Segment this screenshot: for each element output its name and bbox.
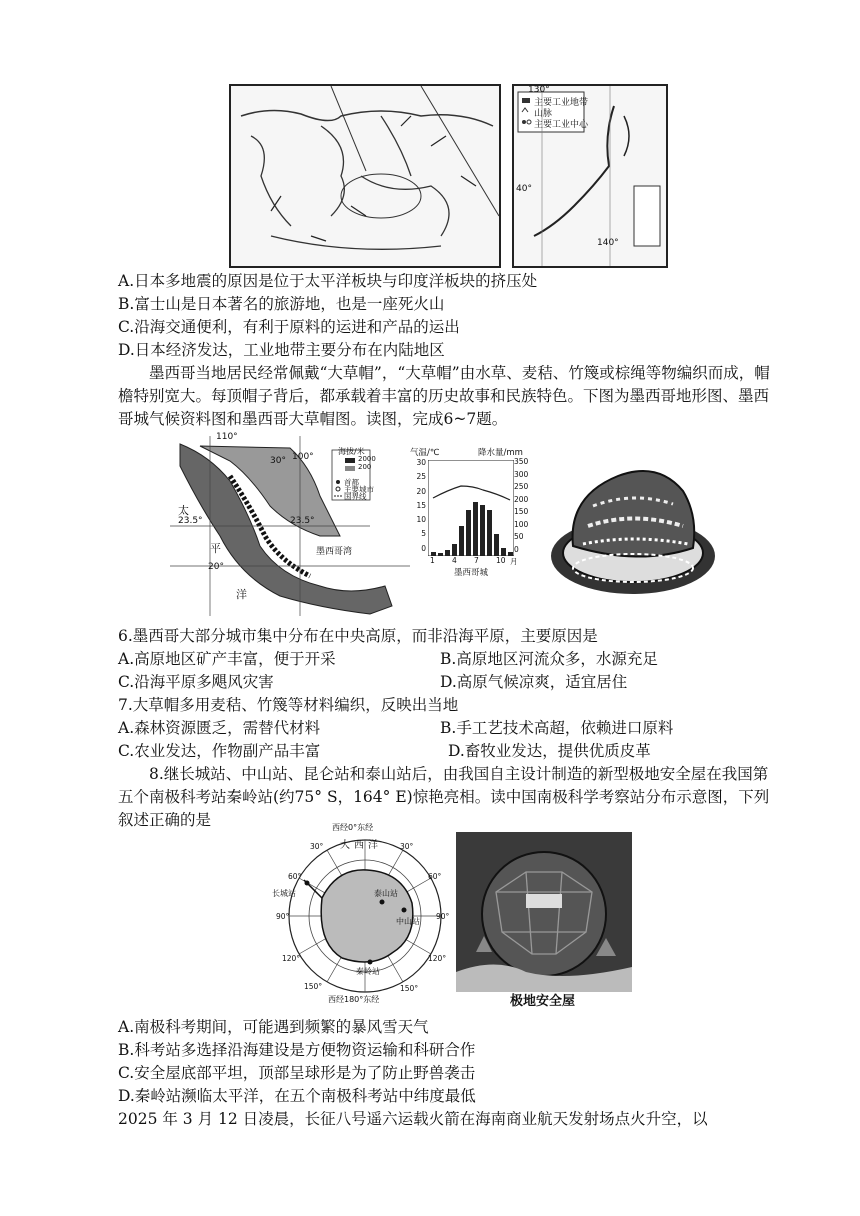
station-taishan: 泰山站 <box>374 889 398 898</box>
climate-precip-tick: 150 <box>514 507 529 516</box>
q7-option-a: A.森林资源匮乏，需替代材料 <box>118 719 321 737</box>
climate-precip-tick: 250 <box>514 482 529 491</box>
climate-month-tick: 4 <box>452 556 457 565</box>
antarctic-deg-30w: 30° <box>310 842 324 851</box>
japan-legend-industrial-belt: 主要工业地带 <box>534 98 589 108</box>
mexico-legend-cities: 主要城市 <box>344 485 374 494</box>
q6-option-b: B.高原地区河流众多，水源充足 <box>440 650 658 668</box>
q8-option-c: C.安全屋底部平坦，顶部呈球形是为了防止野兽袭击 <box>118 1064 476 1082</box>
mexico-legend-border: 国界线 <box>344 492 367 501</box>
q5-option-a: A.日本多地震的原因是位于太平洋板块与印度洋板块的挤压处 <box>118 272 538 290</box>
q8-option-b: B.科考站多选择沿海建设是方便物资运输和科研合作 <box>118 1041 476 1059</box>
japan-legend-mountain: 山脉 <box>534 109 553 119</box>
antarctic-deg-60w: 60° <box>288 872 302 881</box>
climate-precip-tick: 350 <box>514 457 529 466</box>
station-qinling: 秦岭站 <box>356 967 380 976</box>
antarctic-top-meridian: 西经0°东经 <box>332 823 374 832</box>
antarctic-deg-150w: 150° <box>304 982 323 991</box>
antarctic-deg-120e: 120° <box>428 954 447 963</box>
antarctic-station-map <box>272 823 450 1004</box>
mexico-lon-100: 100° <box>292 452 314 462</box>
japan-lon-140: 140° <box>597 238 619 248</box>
climate-temp-tick: 15 <box>416 500 426 510</box>
q5-option-b: B.富士山是日本著名的旅游地，也是一座死火山 <box>118 295 445 313</box>
q7-option-b: B.手工艺技术高超，依赖进口原料 <box>440 719 674 737</box>
q8-stem: 8.继长城站、中山站、昆仑站和泰山站后，由我国自主设计制造的新型极地安全屋在我国第五个南极科考站秦岭站(约75° S，164° E)惊艳亮相。读中国南极科学考察站分布示意图，下列叙述正确的是 <box>118 765 770 829</box>
climate-temp-ticks <box>410 456 426 556</box>
climate-month-tick: 7 <box>474 556 479 565</box>
japan-lat-40: 40° <box>516 184 532 194</box>
q6-option-a: A.高原地区矿产丰富，便于开采 <box>118 650 336 668</box>
mexico-city-climate-chart <box>410 446 530 576</box>
climate-precip-tick: 0 <box>514 544 519 554</box>
rocket-launch-paragraph: 2025 年 3 月 12 日凌晨，长征八号遥六运载火箭在海南商业航天发射场点火升空，以 <box>118 1110 708 1128</box>
antarctic-deg-150e: 150° <box>400 984 419 993</box>
climate-temp-tick: 30 <box>416 458 426 467</box>
station-zhongshan: 中山站 <box>396 917 420 926</box>
climate-temp-axis-label: 气温/℃ <box>410 448 440 458</box>
climate-precip-axis-label: 降水量/mm <box>478 448 523 458</box>
climate-month-tick: 10 <box>496 556 506 565</box>
climate-precip-tick: 300 <box>514 469 529 479</box>
antarctic-deg-30e: 30° <box>400 842 414 851</box>
mexico-lat-20: 20° <box>208 562 224 572</box>
q6-stem: 6.墨西哥大部分城市集中分布在中央高原，而非沿海平原，主要原因是 <box>118 627 598 645</box>
q7-option-d: D.畜牧业发达，提供优质皮革 <box>448 742 651 760</box>
antarctic-deg-120w: 120° <box>282 954 301 963</box>
q5-option-d: D.日本经济发达，工业地带主要分布在内陆地区 <box>118 341 445 359</box>
mexico-pacific-ping: 平 <box>210 542 221 555</box>
antarctic-ocean-label: 大西洋 <box>340 840 382 851</box>
q6-option-c: C.沿海平原多飓风灾害 <box>118 673 274 691</box>
climate-precip-tick: 200 <box>514 494 529 504</box>
climate-precip-tick: 50 <box>514 532 524 541</box>
climate-temp-tick: 20 <box>416 486 426 496</box>
mexico-legend-2000: 2000 <box>358 455 376 463</box>
mexico-gulf-label: 墨西哥湾 <box>316 547 353 557</box>
polar-shelter-photo <box>456 832 632 992</box>
climate-precip-ticks <box>514 456 530 556</box>
mexico-terrain-map <box>170 432 410 616</box>
q8-option-d: D.秦岭站濒临太平洋，在五个南极科考站中纬度最低 <box>118 1087 476 1105</box>
climate-temp-tick: 25 <box>416 472 426 482</box>
climate-month-tick: 1 <box>430 556 435 565</box>
mexico-lat-23-5-west: 23.5° <box>178 516 203 526</box>
mexico-legend-capital: 首都 <box>344 478 359 487</box>
mexico-lon-110: 110° <box>216 432 238 442</box>
japan-legend-industrial-center: 主要工业中心 <box>534 120 589 130</box>
mexico-pacific-tai: 太 <box>178 504 189 517</box>
sombrero-picture <box>548 456 718 598</box>
climate-temp-tick: 10 <box>416 515 426 525</box>
q8-option-a: A.南极科考期间，可能遇到频繁的暴风雪天气 <box>118 1018 429 1036</box>
antarctic-deg-90e: 90° <box>436 912 450 921</box>
mexico-legend-title: 海拔/米 <box>338 447 365 456</box>
climate-precip-tick: 100 <box>514 519 529 529</box>
japan-industrial-map <box>512 84 668 268</box>
polar-shelter-caption: 极地安全屋 <box>510 994 576 1009</box>
mexico-intro-paragraph: 墨西哥当地居民经常佩戴“大草帽”，“大草帽”由水草、麦秸、竹篾或棕绳等物编织而成，帽檐特别宽大。每顶帽子背后，都承载着丰富的历史故事和民族特色。下图为墨西哥地形图、墨西哥城气候资料图和墨西哥大草帽图。读图，完成6~7题。 <box>118 364 770 428</box>
antarctic-deg-90w: 90° <box>276 912 290 921</box>
climate-temp-tick: 0 <box>421 543 426 553</box>
antarctic-bottom-meridian: 西经180°东经 <box>328 995 380 1004</box>
climate-temp-tick: 5 <box>421 529 426 539</box>
world-plate-map <box>229 84 501 268</box>
mexico-legend-200: 200 <box>358 463 372 471</box>
q5-option-c: C.沿海交通便利，有利于原料的运进和产品的运出 <box>118 318 460 336</box>
station-changcheng: 长城站 <box>272 889 296 898</box>
climate-city-label: 墨西哥城 <box>454 568 489 578</box>
q7-option-c: C.农业发达，作物副产品丰富 <box>118 742 321 760</box>
mexico-lat-30: 30° <box>270 456 286 466</box>
antarctic-deg-60e: 60° <box>428 872 442 881</box>
q7-stem: 7.大草帽多用麦秸、竹篾等材料编织，反映出当地 <box>118 696 459 714</box>
japan-lon-130: 130° <box>528 85 550 95</box>
climate-month-tick: 月 <box>510 557 518 566</box>
q6-option-d: D.高原气候凉爽，适宜居住 <box>440 673 628 691</box>
mexico-lat-23-5-east: 23.5° <box>290 516 315 526</box>
mexico-pacific-yang: 洋 <box>236 588 247 601</box>
